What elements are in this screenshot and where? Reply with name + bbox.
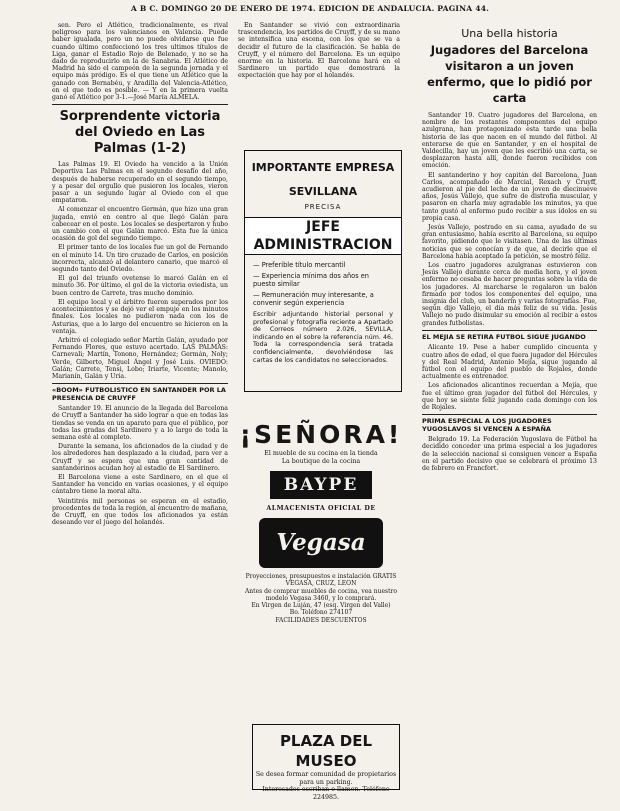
article-text: Las Palmas 19. El Oviedo ha vencido a la Unión Deportiva Las Palmas en el segundo desafío del año, después de haberse recuperado en el segundo tiempo, y a pesar del orgullo que pusieron los locales, vieron pasar a un segundo lugar al Oviedo con el que empataron. <box>52 161 228 205</box>
sidebar-headline <box>422 26 597 106</box>
article-text: Belgrado 19. La Federación Yugoslava de Fútbol ha decidido conceder una prima especial a los jugadores de la selección nacional si consiguen vencer a España en el partido decisivo que se celebrará el próximo 13 de febrero en Francfort. <box>422 436 597 473</box>
headline-cruyff-boom: «BOOM» FUTBOLISTICO EN SANTANDER POR LA PRESENCIA DE CRUYFF <box>52 386 226 402</box>
article-text: Santander 19. El anuncio de la llegada del Barcelona de Cruyff a Santander ha sido lograr a que en todas las tiendas se venda en un aparato para que el público, por todas las gradas del Sardinero y a lo largo de toda la semana esté al completo. <box>52 405 228 441</box>
ad-text: Antes de comprar muebles de cocina, vea nuestro modelo Vegasa 3460, y lo comprará. <box>244 587 398 602</box>
divider <box>422 330 597 331</box>
article-text: Santander 19. Cuatro jugadores del Barcelona, en nombre de los restantes componentes del equipo azulgrana, han protagonizado esta tarde una bella historia de las que nacen en el mundo del fútbol. Al enterarse de que en Santander, y en el hospital de Valdecilla, hay un joven que les escribió una carta, se desplazaron hasta allí, donde fueron recibidos con emoción. <box>422 112 597 170</box>
headline-yugoslav-prize: PRIMA ESPECIAL A LOS JUGADORES YUGOSLAVOS SI VENCEN A ESPAÑA <box>422 417 552 433</box>
ad-text: FACILIDADES DESCUENTOS <box>275 616 367 624</box>
article-text: Veintitrés mil personas se esperan en el estadio, procedentes de toda la región, al encuentro de mañana, de Cruyff, en que todos los aficionados ya están deseando ver el juego del holandés. <box>52 497 228 527</box>
article-text: Arbitró el colegiado señor Martín Galán, ayudado por Fernando Flores, que estuvo acertado. LAS PALMAS: Carnevali; Martín, Tonono, Hernández; Germán, Noly; Verde, Gilberto, Miguel Ángel y José Luis. OVIEDO: Galán; Carrete, Tensi, Lobo; Iriarte, Vicente; Manolo, Marianín, Galán y Uría. <box>52 336 228 380</box>
sidebar-title: Jugadores del Barcelona visitaron a un joven enfermo, que lo pidió por carta <box>427 43 592 105</box>
ad-text: La boutique de la cocina <box>281 457 361 465</box>
running-head: A B C. DOMINGO 20 DE ENERO DE 1974. EDICION DE ANDALUCIA. PAGINA 44. <box>130 4 490 13</box>
article-text: El gol del triunfo ovetense lo marcó Galán en el minuto 36. Por último, el gol de la victoria oviedista, un buen centro de Carrete, tras mucho dominio. <box>52 275 228 297</box>
headline-oviedo: Sorprendente victoria del Oviedo en Las Palmas (1-2) <box>59 109 221 157</box>
vegasa-logo: Vegasa <box>259 518 383 568</box>
column-middle <box>238 22 400 82</box>
ad-senora <box>238 420 404 624</box>
ad-title: ¡SEÑORA! <box>239 420 403 449</box>
ad-body: Escribir adjuntando historial personal y profesional y fotografía reciente a Apartado de Correos número 2.026, SEVILLA, indicando en el sobre la referencia núm. 46. Toda la correspondencia será tratada confidencialmente, devolviéndose las cartas de los candidatos no seleccionados. <box>253 311 393 364</box>
ad-text: Interesados escriban o llamen. Teléfono 224985. <box>262 786 390 801</box>
article-text: En Santander se vivió con extraordinaria trascendencia, los partidos de Cruyff, y de su mano se intensifica una escena, con los que se va a decidir el futuro de la clasificación. Se habla de Cruyff, y el número del Barcelona. Es un equipo enorme en la historia. El Barcelona hará en el Sardinero un partido que demostrará la expectación que hay por el holandés. <box>238 22 400 80</box>
article-text: Alicante 19. Pese a haber cumplido cincuenta y cuatro años de edad, el que fuera jugador del Hércules y del Real Madrid, Antonio Mejía, sigue jugando al fútbol con el equipo del pueblo de Rojales, donde actualmente es entrenador. <box>422 344 597 381</box>
ad-job-title: JEFE ADMINISTRACION <box>245 217 401 255</box>
column-right <box>422 22 597 474</box>
article-text: El Barcelona viene a este Sardinero, en el que el Santander ha vencido en varias ocasiones, y el equipo cántabro tiene la moral alta. <box>52 473 228 496</box>
headline-mejia: EL MEJIA SE RETIRA FUTBOL SIGUE JUGANDO <box>422 332 586 341</box>
divider <box>422 414 597 415</box>
ad-plaza-museo <box>252 724 400 801</box>
ad-text: ALMACENISTA OFICIAL DE <box>266 505 376 512</box>
ad-requirement: — Remuneración muy interesante, a convenir según experiencia <box>253 291 374 307</box>
ad-text: Proyecciones, presupuestos e instalación GRATIS <box>245 573 397 580</box>
ad-requirement: — Experiencia mínima dos años en puesto similar <box>253 272 369 288</box>
article-text: El santanderino y hoy capitán del Barcelona, Juan Carlos, acompañado de Marcial, Rexach y Cruyff, acudieron al pie del lecho de un joven de diecinueve años, Jesús Vallejo, que sufre de distrofia muscular, y pasaron en charla muy agradable los minutos, ya que tanto gustó al enfermo pudo recibir a sus ídolos en su propia casa. <box>422 171 597 222</box>
ad-text: El mueble de su cocina en la tienda <box>264 450 378 457</box>
ad-title: SEVILLANA <box>288 185 358 198</box>
sidebar-kicker: Una bella historia <box>461 27 558 40</box>
ad-title: PLAZA DEL MUSEO <box>279 732 373 770</box>
ad-employment <box>244 150 402 392</box>
column-left <box>52 22 228 528</box>
ad-text: Bo. Teléfono 274107 <box>289 609 353 617</box>
ad-subtitle: PRECISA <box>304 203 342 211</box>
article-text: Al comenzar el encuentro Germán, que hizo una gran jugada, envió en centro al que llegó Galán para cabecear en el poste. Los locales se despertaron y hubo un cambio con el que Galán marcó. Esta fue la única ocasión de gol del segundo tiempo. <box>52 206 228 243</box>
ad-text: VEGASA, CRUZ, LEON <box>285 580 357 588</box>
divider <box>52 383 228 384</box>
article-text: Los cuatro jugadores azulgranas estuvieron con Jesús Vallejo durante cerca de media hora, y el joven enfermo no cesaba de hacer preguntas sobre la vida de los jugadores. Al marcharse le regalaron un balón firmado por todos los componentes del equipo, una insignia del club, un banderín y varias fotografías. Fue, según dijo Vallejo, el día más feliz de su vida. Jesús Vallejo no pudo disimular su emoción al recibir a estos grandes futbolistas. <box>422 262 597 327</box>
ad-text: Se desea formar comunidad de propietarios para un parking. <box>255 771 397 786</box>
divider <box>52 104 228 105</box>
article-text: El equipo local y el árbitro fueron superados por los acontecimientos y se dejó ver el empuje en los minutos finales. Los locales no pudieron nada con los de Asturias, que a lo largo del encuentro se hicieron en la ventaja. <box>52 298 228 335</box>
article-text: Los aficionados alicantinos recuerdan a Mejía, que fue el último gran jugador del fútbol del Hércules, y que hoy se siente feliz jugando cada domingo con los de Rojales. <box>422 382 597 412</box>
ad-requirements <box>245 261 401 307</box>
article-text: El primer tanto de los locales fue un gol de Fernando en el minuto 14. Un tiro cruzado de Carlos, en posición incorrecta, alcanzó al delantero canario, que marcó el segundo tanto del Oviedo. <box>52 244 228 274</box>
article-text: Jesús Vallejo, postrado en su cama, ayudado de su gran entusiasmo, había escrito al Barcelona, su equipo favorito, pidiendo que le visitasen. Una de las últimas noticias que se conocían y de que, al decirle que el Barcelona había aceptado la petición, se mostró feliz. <box>422 224 597 260</box>
ad-title: IMPORTANTE EMPRESA <box>251 161 395 174</box>
baype-logo: BAYPE <box>270 471 373 499</box>
ad-text: En Virgen de Luján, 47 (esq. Virgen del Valle) <box>251 602 391 610</box>
article-text: sen. Pero el Atlético, tradicionalmente, es rival peligroso para los valencianos en Valencia. Puede haber igualada, pero un no puede olvidarse que fue cuando último confeccionó los tres ultimos títulos de Liga, ganar el Estadio Rojo de Belenado, y no se ha dado de reproducirlo en la de Sanabria. El Atlético de Madrid ha sido el campeón de la segunda jornada y el equipo más pródigo. Es el que tiene un Atlético que la ganado con Bernabéu, y Aradilla del Valencia-Atlético, en el que todo es posible. — Y en la primera vuelta ganó el Atlético por 3-1.—José María ALMELA. <box>52 22 228 102</box>
ad-requirement: — Preferible título mercantil <box>253 261 346 269</box>
article-text: Durante la semana, los aficionados de la ciudad y de los alrededores han desplazado a la ciudad, para ver a Cruyff y se espera que una gran cantidad de santanderinos acudan hoy al estadio de El Sardinero. <box>52 443 228 472</box>
